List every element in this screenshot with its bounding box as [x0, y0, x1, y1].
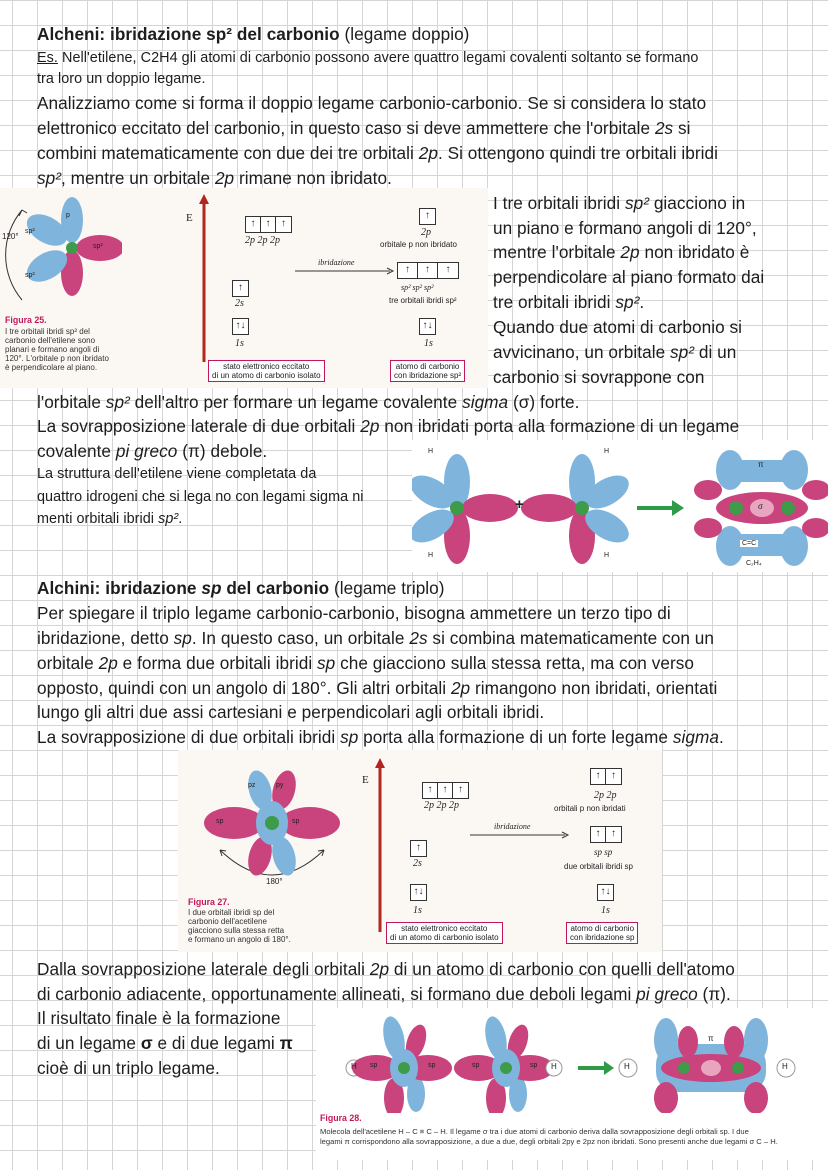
level-label: 1s: [424, 338, 433, 349]
paragraph-line: Per spiegare il triplo legame carbonio-carbonio, bisogna ammettere un terzo tipo di: [37, 603, 671, 623]
level-label: 1s: [235, 338, 244, 349]
orbital-box-2p-right: ↑ ↑: [590, 768, 622, 785]
formula-name: C₂H₄: [746, 560, 762, 567]
orbital-box-sp: ↑ ↑: [590, 826, 622, 843]
paragraph-line: cioè di un triplo legame.: [37, 1058, 220, 1078]
orbital-box-1s: ↑↓: [410, 884, 427, 901]
level-label: 2s: [235, 298, 244, 309]
level-label: 2p 2p: [594, 790, 617, 801]
pi-bond-label: π: [708, 1034, 714, 1043]
energy-axis-arrow: [199, 194, 209, 364]
figure-caption-line: legami π corrispondono alla sovrapposizione, a due a due, degli orbitali 2py e 2pz non ibridati. Sono presenti anche due legami σ C – H.: [320, 1137, 778, 1146]
orbital-label: pz: [248, 782, 256, 789]
ethylene-orbitals: [412, 440, 828, 572]
orbital-box-sp2: ↑ ↑ ↑: [397, 262, 459, 279]
level-label: 2p 2p 2p: [245, 235, 280, 246]
section-title-alkenes: Alcheni: ibridazione sp² del carbonio (legame doppio): [37, 24, 470, 44]
figure-caption-line: e formano un angolo di 180°.: [188, 935, 291, 944]
level-label: 1s: [601, 905, 610, 916]
process-label: ibridazione: [494, 822, 531, 831]
angle-label: 120°: [2, 232, 19, 241]
side-text-line: avvicinano, un orbitale sp² di un: [493, 342, 737, 362]
energy-axis-label: E: [186, 212, 193, 224]
paragraph-line: elettronico eccitato del carbonio, in questo caso si deve ammettere che l'orbitale 2s si: [37, 118, 691, 138]
level-label: sp² sp² sp²: [401, 283, 434, 292]
orbital-box-1s-right: ↑↓: [597, 884, 614, 901]
hydrogen-label: H: [428, 448, 434, 455]
sp2-orbital-diagram: [2, 190, 122, 320]
level-label: 2p: [421, 227, 431, 238]
acetylene-orbitals: [316, 1008, 828, 1113]
orbital-box-1s: ↑↓: [232, 318, 249, 335]
paragraph-line: La struttura dell'etilene viene completata da: [37, 466, 317, 482]
level-label: sp sp: [594, 847, 613, 857]
orbital-box-2p: ↑ ↑ ↑: [245, 216, 292, 233]
orbital-label: sp: [472, 1062, 480, 1069]
ethylene-figure: [412, 440, 828, 572]
paragraph-line: covalente pi greco (π) debole.: [37, 441, 268, 461]
figure-27: [178, 750, 662, 952]
state-box: stato elettronico eccitato di un atomo di carbonio isolato: [386, 922, 503, 944]
paragraph-line: opposto, quindi con un angolo di 180°. Gli altri orbitali 2p rimangono non ibridati, orientati: [37, 678, 718, 698]
side-text-line: tre orbitali ibridi sp².: [493, 292, 645, 312]
orbital-label: sp: [428, 1062, 436, 1069]
paragraph-line: La sovrapposizione laterale di due orbitali 2p non ibridati porta alla formazione di un legame: [37, 416, 740, 436]
orbital-label: sp: [370, 1062, 378, 1069]
paragraph-line: ibridazione, detto sp. In questo caso, un orbitale 2s si combina matematicamente con un: [37, 628, 714, 648]
paragraph-line: lungo gli altri due assi cartesiani e perpendicolari agli orbitali ibridi.: [37, 702, 545, 722]
level-caption: due orbitali ibridi sp: [564, 862, 633, 871]
figure-caption-title: Figura 25.: [5, 315, 47, 325]
hydrogen-label: H: [782, 1062, 788, 1071]
sigma-bond-label: σ: [758, 502, 763, 511]
example-line-1: Es. Nell'etilene, C2H4 gli atomi di carbonio possono avere quattro legami covalenti soltanto se formano: [37, 50, 699, 66]
hydrogen-label: H: [428, 552, 434, 559]
paragraph-line: Dalla sovrapposizione laterale degli orbitali 2p di un atomo di carbonio con quelli dell'atomo: [37, 959, 735, 979]
figure-caption-title: Figura 27.: [188, 897, 230, 907]
level-caption: orbitale p non ibridato: [380, 240, 457, 249]
side-text-line: carbonio si sovrappone con: [493, 367, 705, 387]
figure-caption-line: 120°. L'orbitale p non ibridato: [5, 354, 109, 363]
figure-caption-line: Molecola dell'acetilene H – C ≡ C – H. Il legame σ tra i due atomi di carbonio deriva dalla sovrapposizione degli orbitali sp. I due: [320, 1127, 749, 1136]
state-box: atomo di carbonio con ibridazione sp: [566, 922, 638, 944]
figure-caption-line: I tre orbitali ibridi sp² del: [5, 327, 90, 336]
paragraph-line: sp², mentre un orbitale 2p rimane non ibridato.: [37, 168, 392, 188]
energy-axis-arrow: [375, 758, 385, 934]
section-title-alkynes: Alchini: ibridazione sp del carbonio (legame triplo): [37, 578, 445, 598]
orbital-box-1s-right: ↑↓: [419, 318, 436, 335]
paragraph-line: orbitale 2p e forma due orbitali ibridi sp che giacciono sulla stessa retta, ma con verso: [37, 653, 694, 673]
paragraph-line: Il risultato finale è la formazione: [37, 1008, 281, 1028]
hydrogen-label: H: [624, 1062, 630, 1071]
level-caption: orbitali p non ibridati: [554, 804, 626, 813]
level-label: 2s: [413, 858, 422, 869]
state-box: stato elettronico eccitato di un atomo di carbonio isolato: [208, 360, 325, 382]
process-arrow: [470, 830, 570, 840]
orbital-label: py: [276, 782, 284, 789]
state-box: atomo di carbonio con ibridazione sp²: [390, 360, 465, 382]
figure-caption-line: è perpendicolare al piano.: [5, 363, 98, 372]
figure-caption-line: giacciono sulla stessa retta: [188, 926, 285, 935]
orbital-label: sp²: [25, 228, 35, 235]
hydrogen-label: H: [351, 1062, 357, 1071]
level-label: 2p 2p 2p: [424, 800, 459, 811]
figure-25: [0, 188, 488, 388]
side-text-line: mentre l'orbitale 2p non ibridato è: [493, 242, 750, 262]
side-text-line: Quando due atomi di carbonio si: [493, 317, 743, 337]
figure-caption-line: carbonio dell'acetilene: [188, 917, 267, 926]
paragraph-line: quattro idrogeni che si lega no con legami sigma ni: [37, 489, 364, 505]
orbital-box-2p: ↑ ↑ ↑: [422, 782, 469, 799]
pi-bond-label: π: [758, 460, 764, 469]
hydrogen-label: H: [604, 448, 610, 455]
paragraph-line: di carbonio adiacente, opportunamente allineati, si formano due deboli legami pi greco (π).: [37, 984, 731, 1004]
side-text-line: I tre orbitali ibridi sp² giacciono in: [493, 193, 746, 213]
figure-caption-title: Figura 28.: [320, 1113, 362, 1123]
orbital-box-2s: ↑: [232, 280, 249, 297]
example-line-2: tra loro un doppio legame.: [37, 71, 206, 87]
paragraph-line: La sovrapposizione di due orbitali ibridi sp porta alla formazione di un forte legame sigma.: [37, 727, 724, 747]
orbital-box-2s: ↑: [410, 840, 427, 857]
paragraph-line: menti orbitali ibridi sp².: [37, 511, 183, 527]
paragraph-line: di un legame σ e di due legami π: [37, 1033, 293, 1053]
figure-caption-line: planari e formano angoli di: [5, 345, 100, 354]
side-text-line: perpendicolare al piano formato dai: [493, 267, 765, 287]
orbital-label: sp: [530, 1062, 538, 1069]
paragraph-line: l'orbitale sp² dell'altro per formare un legame covalente sigma (σ) forte.: [37, 392, 580, 412]
orbital-label: sp²: [25, 272, 35, 279]
angle-label: 180°: [266, 877, 283, 886]
orbital-label: sp: [292, 818, 300, 825]
level-label: 1s: [413, 905, 422, 916]
paragraph-line: Analizziamo come si forma il doppio legame carbonio-carbonio. Se si considera lo stato: [37, 93, 707, 113]
formula-label: C=C: [742, 540, 757, 547]
energy-axis-label: E: [362, 774, 369, 786]
hydrogen-label: H: [604, 552, 610, 559]
figure-caption-line: carbonio dell'etilene sono: [5, 336, 96, 345]
paragraph-line: combini matematicamente con due dei tre orbitali 2p. Si ottengono quindi tre orbitali ibridi: [37, 143, 719, 163]
orbital-label: sp²: [93, 243, 103, 250]
hydrogen-label: H: [551, 1062, 557, 1071]
figure-28: [316, 1008, 828, 1160]
side-text-line: un piano e formano angoli di 120°,: [493, 218, 757, 238]
plus-sign: +: [515, 496, 524, 513]
figure-caption-line: I due orbitali ibridi sp del: [188, 908, 275, 917]
level-caption: tre orbitali ibridi sp²: [389, 296, 457, 305]
process-label: ibridazione: [318, 258, 355, 267]
orbital-box-2p-right: ↑: [419, 208, 436, 225]
orbital-label: sp: [216, 818, 224, 825]
orbital-label: p: [66, 212, 70, 219]
process-arrow: [295, 266, 395, 276]
